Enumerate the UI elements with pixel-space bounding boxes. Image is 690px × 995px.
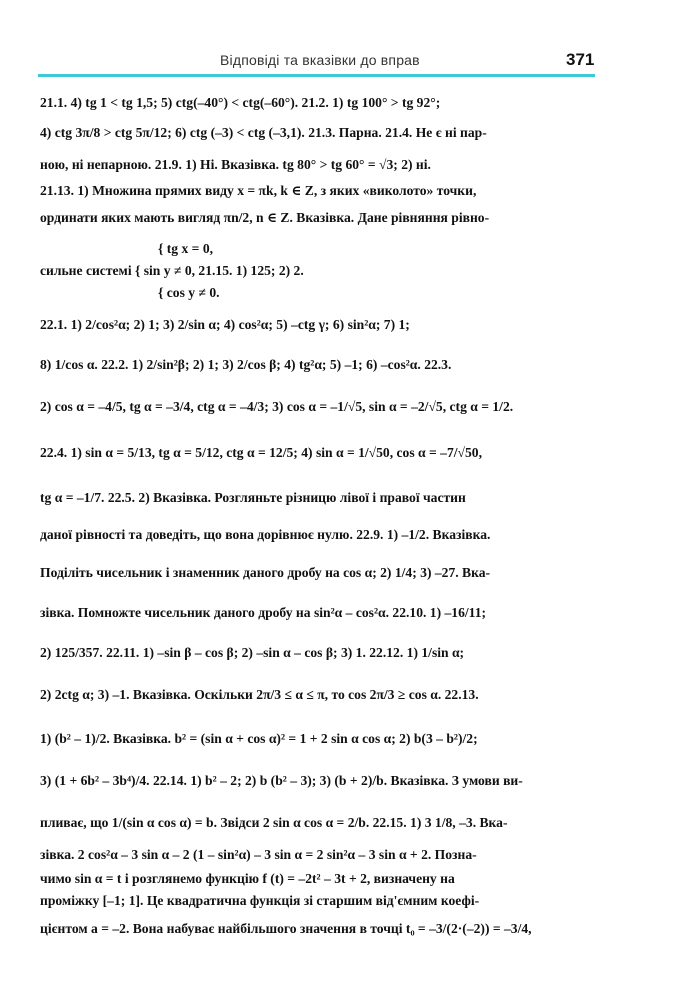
text-line: 3) (1 + 6b² – 3b⁴)/4. 22.14. 1) b² – 2; 2) b (b² – 3); 3) (b + 2)/b. Вказівка. З умови ви- xyxy=(40,773,523,788)
text-line: 22.4. 1) sin α = 5/13, tg α = 5/12, ctg α = 12/5; 4) sin α = 1/√50, cos α = –7/√50, xyxy=(40,445,482,460)
text-line: 21.1. 4) tg 1 < tg 1,5; 5) ctg(–40°) < ctg(–60°). 21.2. 1) tg 100° > tg 92°; xyxy=(40,95,441,110)
text-line: 1) (b² – 1)/2. Вказівка. b² = (sin α + cos α)² = 1 + 2 sin α cos α; 2) b(3 – b²)/2; xyxy=(40,731,478,746)
header-rule xyxy=(38,74,595,77)
text-line: сильне системі { sin y ≠ 0, 21.15. 1) 125; 2) 2. xyxy=(40,263,304,278)
text-line: пливає, що 1/(sin α cos α) = b. Звідси 2 sin α cos α = 2/b. 22.15. 1) 3 1/8, –3. Вка- xyxy=(40,815,508,830)
text-line: цієнтом a = –2. Вона набуває найбільшого значення в точці t₀ = –3/(2·(–2)) = –3/4, xyxy=(40,921,532,936)
text-line: 8) 1/cos α. 22.2. 1) 2/sin²β; 2) 1; 3) 2/cos β; 4) tg²α; 5) –1; 6) –cos²α. 22.3. xyxy=(40,357,452,372)
text-line: 2) cos α = –4/5, tg α = –3/4, ctg α = –4/3; 3) cos α = –1/√5, sin α = –2/√5, ctg α = 1/2. xyxy=(40,399,514,414)
text-line: tg α = –1/7. 22.5. 2) Вказівка. Розгляньте різницю лівої і правої частин xyxy=(40,490,466,505)
page-number: 371 xyxy=(566,50,595,69)
text-line: ординати яких мають вигляд πn/2, n ∈ Z. Вказівка. Дане рівняння рівно- xyxy=(40,210,490,225)
header-title: Відповіді та вказівки до вправ xyxy=(220,52,420,68)
text-line: Поділіть чисельник і знаменник даного дробу на cos α; 2) 1/4; 3) –27. Вка- xyxy=(40,565,491,580)
text-line: зівка. Помножте чисельник даного дробу на sin²α – cos²α. 22.10. 1) –16/11; xyxy=(40,605,487,620)
system-line: { tg x = 0, xyxy=(158,241,214,256)
text-line: 2) 2ctg α; 3) –1. Вказівка. Оскільки 2π/3 ≤ α ≤ π, то cos 2π/3 ≥ cos α. 22.13. xyxy=(40,687,479,702)
system-line: { cos y ≠ 0. xyxy=(158,285,220,300)
text-line: даної рівності та доведіть, що вона дорівнює нулю. 22.9. 1) –1/2. Вказівка. xyxy=(40,527,491,542)
text-line: чимо sin α = t і розглянемо функцію f (t) = –2t² – 3t + 2, визначену на xyxy=(40,871,455,886)
text-line: 21.13. 1) Множина прямих виду x = πk, k ∈ Z, з яких «виколото» точки, xyxy=(40,183,477,198)
text-line: 2) 125/357. 22.11. 1) –sin β – cos β; 2) –sin α – cos β; 3) 1. 22.12. 1) 1/sin α; xyxy=(40,645,465,660)
text-line: проміжку [–1; 1]. Це квадратична функція зі старшим від'ємним коефі- xyxy=(40,893,480,908)
text-line: 22.1. 1) 2/cos²α; 2) 1; 3) 2/sin α; 4) cos²α; 5) –ctg γ; 6) sin²α; 7) 1; xyxy=(40,317,410,332)
text-line: зівка. 2 cos²α – 3 sin α – 2 (1 – sin²α) – 3 sin α = 2 sin²α – 3 sin α + 2. Позна- xyxy=(40,847,477,862)
text-line: 4) ctg 3π/8 > ctg 5π/12; 6) ctg (–3) < ctg (–3,1). 21.3. Парна. 21.4. Не є ні пар- xyxy=(40,125,487,140)
text-line: ною, ні непарною. 21.9. 1) Ні. Вказівка. tg 80° > tg 60° = √3; 2) ні. xyxy=(40,157,431,172)
